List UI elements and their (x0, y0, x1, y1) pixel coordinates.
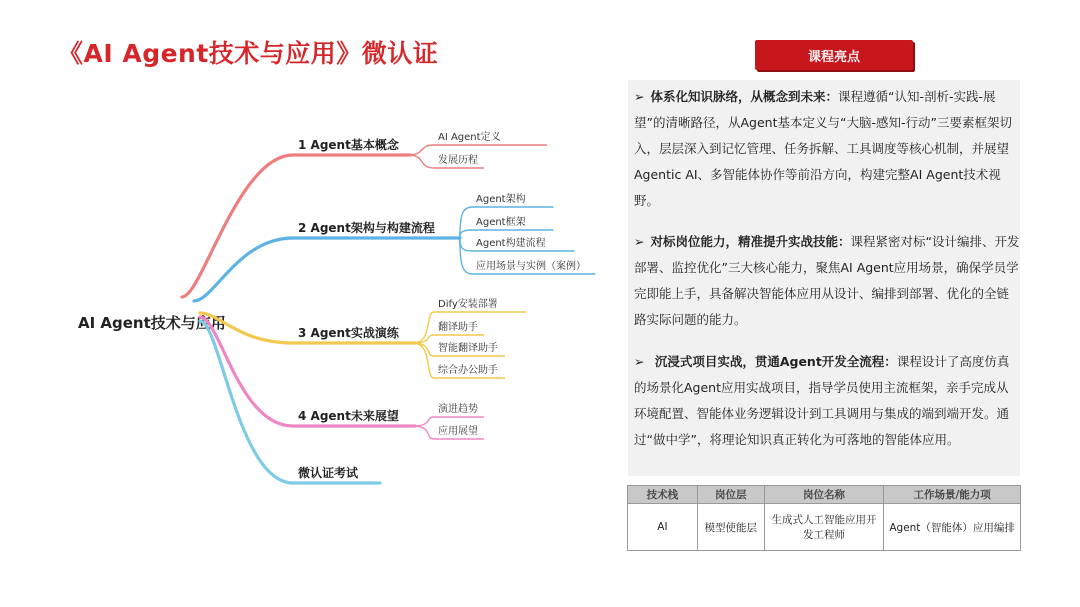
table-header: 岗位名称 (764, 486, 884, 504)
branch-label: 1 Agent基本概念 (298, 138, 399, 152)
sub-branch-line (458, 230, 554, 238)
highlight-item (634, 229, 1020, 333)
highlight-body: 课程设计了高度仿真的场景化Agent应用实战项目，指导学员使用主流框架，亲手完成从环境配置、智能体业务逻辑设计到工具调用与集成的端到端开发。通过“做中学”，将理论知识真正转化为可落地的智能体应用。 (634, 354, 1010, 447)
sub-branch-label: Agent框架 (476, 217, 526, 228)
sub-branch-label: 智能翻译助手 (438, 343, 498, 354)
highlight-item (634, 349, 1020, 453)
sub-branch-label: 综合办公助手 (438, 365, 498, 376)
sub-branch-label: 翻译助手 (438, 322, 478, 333)
sub-branch-label: 应用展望 (438, 426, 478, 437)
table-cell: 生成式人工智能应用开发工程师 (764, 504, 884, 551)
table-header: 技术栈 (628, 486, 698, 504)
sub-branch-label: 演进趋势 (438, 404, 478, 415)
highlight-body: 课程遵循“认知-剖析-实践-展望”的清晰路径，从Agent基本定义与“大脑-感知-行动”三要素框架切入，层层深入到记忆管理、任务拆解、工具调度等核心机制，并展望Agentic AI、多智能体协作等前沿方向，构建完整AI Agent技术视野。 (634, 89, 1012, 208)
table-header: 岗位层 (697, 486, 764, 504)
highlight-heading: 体系化知识脉络，从概念到未来： (650, 89, 838, 104)
sub-branch-label: Dify安装部署 (438, 299, 498, 310)
branch-label: 4 Agent未来展望 (298, 409, 399, 423)
arrow-icon: ➢ (634, 354, 645, 369)
highlight-heading: 沉浸式项目实战，贯通Agent开发全流程： (650, 354, 897, 369)
sub-branch-label: 应用场景与实例（案例） (476, 261, 586, 272)
branch-label: 微认证考试 (298, 466, 359, 480)
sub-branch-label: AI Agent定义 (438, 132, 501, 143)
highlight-item (634, 84, 1020, 214)
table-cell: 模型使能层 (697, 504, 764, 551)
arrow-icon: ➢ (634, 89, 645, 104)
sub-branch-label: Agent架构 (476, 194, 526, 205)
table-cell: Agent（智能体）应用编排 (884, 504, 1021, 551)
table-cell: AI (628, 504, 698, 551)
branch-line (200, 321, 380, 483)
sub-branch-line (408, 145, 547, 155)
branch-label: 2 Agent架构与构建流程 (298, 221, 435, 235)
table-row (628, 504, 1021, 551)
sub-branch-label: 发展历程 (438, 155, 478, 166)
job-table (627, 485, 1021, 551)
root-node: AI Agent技术与应用 (78, 314, 226, 332)
page-title: 《AI Agent技术与应用》微认证 (58, 39, 439, 68)
sub-branch-label: Agent构建流程 (476, 238, 546, 249)
table-header-row (628, 486, 1021, 504)
branch-label: 3 Agent实战演练 (298, 326, 399, 340)
highlights-banner: 课程亮点 (755, 40, 913, 70)
highlight-body: 课程紧密对标“设计编排、开发部署、监控优化”三大核心能力，聚焦AI Agent应用场景，确保学员学完即能上手，具备解决智能体应用从设计、编排到部署、优化的全链路实际问题的能力。 (634, 234, 1020, 327)
branch-line (194, 238, 460, 301)
arrow-icon: ➢ (634, 234, 645, 249)
table-header: 工作场景/能力项 (884, 486, 1021, 504)
sub-branch-line (413, 417, 484, 426)
highlight-heading: 对标岗位能力，精准提升实战技能： (650, 234, 851, 249)
